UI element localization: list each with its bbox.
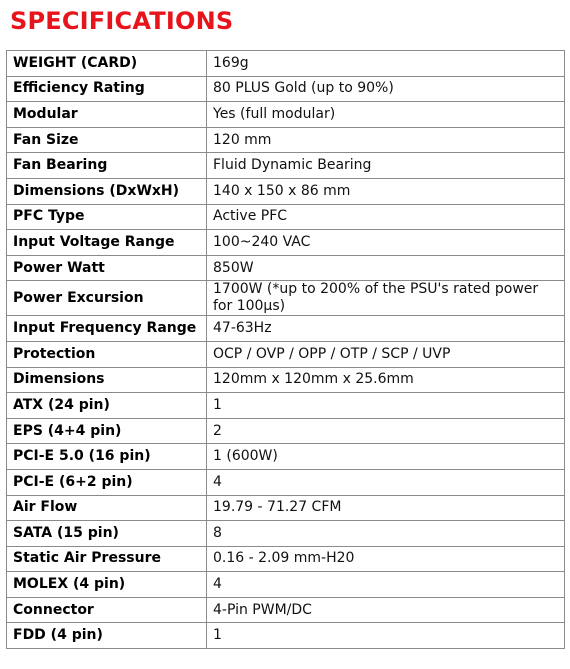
spec-label: Efficiency Rating xyxy=(7,76,207,102)
spec-label: Power Excursion xyxy=(7,281,207,316)
specifications-table xyxy=(6,50,565,649)
spec-value: 80 PLUS Gold (up to 90%) xyxy=(207,76,565,102)
spec-label: Dimensions (DxWxH) xyxy=(7,178,207,204)
spec-value: 120 mm xyxy=(207,127,565,153)
spec-label: EPS (4+4 pin) xyxy=(7,418,207,444)
table-row xyxy=(7,495,565,521)
spec-value: 1 xyxy=(207,393,565,419)
table-row xyxy=(7,230,565,256)
table-row xyxy=(7,572,565,598)
spec-label: Fan Size xyxy=(7,127,207,153)
table-row xyxy=(7,444,565,470)
spec-label: Connector xyxy=(7,597,207,623)
spec-value: Active PFC xyxy=(207,204,565,230)
spec-value: 100~240 VAC xyxy=(207,230,565,256)
spec-label: FDD (4 pin) xyxy=(7,623,207,649)
spec-label: MOLEX (4 pin) xyxy=(7,572,207,598)
spec-value: 19.79 - 71.27 CFM xyxy=(207,495,565,521)
spec-value: 120mm x 120mm x 25.6mm xyxy=(207,367,565,393)
table-row xyxy=(7,102,565,128)
table-row xyxy=(7,178,565,204)
spec-label: Dimensions xyxy=(7,367,207,393)
table-row xyxy=(7,521,565,547)
table-row xyxy=(7,316,565,342)
table-row xyxy=(7,469,565,495)
spec-label: Modular xyxy=(7,102,207,128)
table-row xyxy=(7,597,565,623)
spec-value: 140 x 150 x 86 mm xyxy=(207,178,565,204)
table-row xyxy=(7,418,565,444)
table-row xyxy=(7,204,565,230)
spec-value: 0.16 - 2.09 mm-H20 xyxy=(207,546,565,572)
spec-label: WEIGHT (CARD) xyxy=(7,51,207,77)
table-row xyxy=(7,127,565,153)
table-row xyxy=(7,546,565,572)
spec-label: Fan Bearing xyxy=(7,153,207,179)
spec-label: Static Air Pressure xyxy=(7,546,207,572)
spec-label: PCI-E 5.0 (16 pin) xyxy=(7,444,207,470)
spec-value: 8 xyxy=(207,521,565,547)
spec-label: Input Voltage Range xyxy=(7,230,207,256)
spec-value: 1 xyxy=(207,623,565,649)
spec-value: 47-63Hz xyxy=(207,316,565,342)
spec-value: 169g xyxy=(207,51,565,77)
table-row xyxy=(7,341,565,367)
page-title: SPECIFICATIONS xyxy=(10,7,234,35)
spec-value: 4 xyxy=(207,469,565,495)
spec-value: 4 xyxy=(207,572,565,598)
spec-value: 4-Pin PWM/DC xyxy=(207,597,565,623)
spec-label: Power Watt xyxy=(7,255,207,281)
table-row xyxy=(7,281,565,316)
spec-label: Air Flow xyxy=(7,495,207,521)
table-row xyxy=(7,76,565,102)
table-row xyxy=(7,51,565,77)
table-row xyxy=(7,153,565,179)
spec-label: SATA (15 pin) xyxy=(7,521,207,547)
spec-value: Yes (full modular) xyxy=(207,102,565,128)
spec-value: 1 (600W) xyxy=(207,444,565,470)
spec-label: ATX (24 pin) xyxy=(7,393,207,419)
spec-label: Input Frequency Range xyxy=(7,316,207,342)
table-row xyxy=(7,393,565,419)
spec-value: 2 xyxy=(207,418,565,444)
table-row xyxy=(7,255,565,281)
spec-label: Protection xyxy=(7,341,207,367)
spec-value: Fluid Dynamic Bearing xyxy=(207,153,565,179)
spec-label: PFC Type xyxy=(7,204,207,230)
table-row xyxy=(7,623,565,649)
table-row xyxy=(7,367,565,393)
spec-value: 850W xyxy=(207,255,565,281)
spec-value: 1700W (*up to 200% of the PSU's rated power for 100μs) xyxy=(207,281,565,316)
spec-value: OCP / OVP / OPP / OTP / SCP / UVP xyxy=(207,341,565,367)
spec-label: PCI-E (6+2 pin) xyxy=(7,469,207,495)
